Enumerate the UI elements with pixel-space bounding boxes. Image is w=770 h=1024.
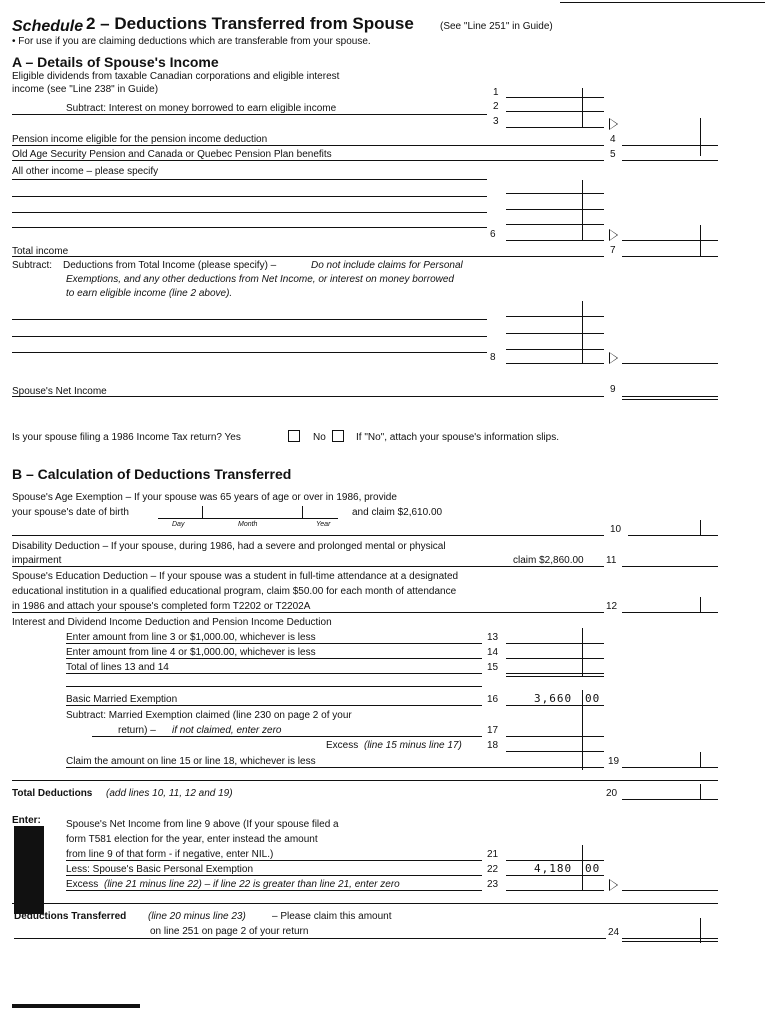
line13-field[interactable] (506, 643, 604, 644)
deduction-row-3[interactable] (12, 352, 487, 353)
birth-date-divider-2 (302, 506, 303, 518)
top-rule (560, 2, 765, 3)
section-b-title: B – Calculation of Deductions Transferred (12, 466, 292, 482)
cents-divider-b24 (700, 918, 701, 943)
line19-text: Claim the amount on line 15 or line 18, whichever is less (66, 756, 316, 767)
line-number-15: 15 (487, 662, 499, 673)
deduction-row-1[interactable] (12, 319, 487, 320)
line-number-20: 20 (606, 788, 618, 799)
line-number-18: 18 (487, 740, 499, 751)
line-number-17: 17 (487, 725, 499, 736)
line24-text-d: on line 251 on page 2 of your return (150, 926, 309, 937)
line16-top-rule (66, 686, 482, 687)
filing-yes-checkbox[interactable] (288, 430, 300, 442)
cents-divider-a4 (700, 225, 701, 257)
line16-field[interactable] (506, 705, 604, 706)
total-deductions-top-rule (12, 780, 718, 781)
line-number-13: 13 (487, 632, 499, 643)
guide-ref: (See "Line 251" in Guide) (440, 21, 553, 32)
final-top-rule (12, 903, 718, 904)
line20-text-a: Total Deductions (12, 788, 93, 799)
line6-text: All other income – please specify (12, 166, 159, 177)
line23-text-b: (line 21 minus line 22) – if line 22 is greater than line 21, enter zero (104, 879, 400, 890)
line-number-23: 23 (487, 879, 499, 890)
other-income-amt-3[interactable] (506, 224, 604, 225)
redaction-block (14, 826, 44, 914)
line16-amount: 3,660 (534, 692, 573, 705)
line-number-21: 21 (487, 849, 499, 860)
age-text-1: Spouse's Age Exemption – If your spouse was 65 years of age or over in 1986, provide (12, 492, 397, 503)
line-number-19: 19 (608, 756, 620, 767)
footer-bar (12, 1004, 140, 1008)
line7-text: Total income (12, 246, 69, 257)
line24-text-b: (line 20 minus line 23) (148, 911, 246, 922)
filing-no-label: No (313, 432, 326, 443)
line24-field-double (622, 941, 718, 942)
line23-text-a: Excess (66, 879, 99, 890)
line17-text-c: if not claimed, enter zero (172, 725, 282, 736)
line23-field[interactable] (506, 890, 604, 891)
line-number-3: 3 (493, 116, 499, 127)
arrow-8-inner (610, 353, 617, 363)
line-number-16: 16 (487, 694, 499, 705)
line5-field[interactable] (622, 160, 718, 161)
line15-text: Total of lines 13 and 14 (66, 662, 169, 673)
subtract-text-1b: Do not include claims for Personal (311, 260, 463, 271)
line4-rule (12, 145, 604, 146)
line24-text-c: – Please claim this amount (272, 911, 392, 922)
year-label: Year (316, 521, 331, 528)
line16-cents: 00 (585, 692, 601, 705)
line8-total-field[interactable] (622, 363, 718, 364)
line23-rule (66, 890, 482, 891)
line-number-22: 22 (487, 864, 499, 875)
line15-field[interactable] (506, 673, 604, 674)
disability-text-2: impairment (12, 555, 62, 566)
filing-note: If "No", attach your spouse's information slips. (356, 432, 559, 443)
line-number-4: 4 (610, 134, 616, 145)
line16-text: Basic Married Exemption (66, 694, 178, 705)
cents-divider-a5 (582, 301, 583, 364)
line-number-2: 2 (493, 101, 499, 112)
line11-rule (12, 566, 604, 567)
arrow-3-inner (610, 119, 617, 129)
usage-note: • For use if you are claiming deductions which are transferable from your spouse. (12, 36, 371, 47)
line1-text-b: income (see "Line 238" in Guide) (12, 84, 159, 95)
line4-text: Pension income eligible for the pension income deduction (12, 134, 268, 145)
line13-rule (66, 643, 482, 644)
line17-field[interactable] (506, 736, 604, 737)
deduction-amt-2[interactable] (506, 333, 604, 334)
line15-rule (66, 673, 482, 674)
line22-text: Less: Spouse's Basic Personal Exemption (66, 864, 254, 875)
line23-total-field[interactable] (622, 890, 718, 891)
line1-field[interactable] (506, 97, 604, 98)
cents-divider-b21 (582, 845, 583, 891)
line3-field[interactable] (506, 127, 604, 128)
line14-text: Enter amount from line 4 or $1,000.00, whichever is less (66, 647, 316, 658)
interest-heading: Interest and Dividend Income Deduction and Pension Income Deduction (12, 617, 332, 628)
line7-rule (12, 256, 604, 257)
line6-rule-0 (12, 179, 487, 180)
line-number-1: 1 (493, 87, 499, 98)
line24-text-a: Deductions Transferred (14, 911, 127, 922)
line-number-7: 7 (610, 245, 616, 256)
line-number-14: 14 (487, 647, 499, 658)
deduction-amt-3[interactable] (506, 349, 604, 350)
line9-rule (12, 396, 604, 397)
section-a-title: A – Details of Spouse's Income (12, 54, 219, 70)
disability-text-1: Disability Deduction – If your spouse, during 1986, had a severe and prolonged mental or physical (12, 541, 446, 552)
line2-text: Subtract: Interest on money borrowed to earn eligible income (66, 103, 337, 114)
line21-text-a: Spouse's Net Income from line 9 above (If your spouse filed a (66, 819, 339, 830)
cents-divider-b16 (582, 690, 583, 770)
line19-field[interactable] (622, 767, 718, 768)
line8-field[interactable] (506, 363, 604, 364)
cents-divider-b19 (700, 752, 701, 767)
line-number-10: 10 (610, 524, 622, 535)
deduction-row-2[interactable] (12, 336, 487, 337)
deduction-amt-1[interactable] (506, 316, 604, 317)
filing-question: Is your spouse filing a 1986 Income Tax return? Yes (12, 432, 241, 443)
arrow-6-inner (610, 230, 617, 240)
schedule-title: 2 – Deductions Transferred from Spouse (86, 14, 414, 33)
line21-field[interactable] (506, 860, 604, 861)
line24-rule (14, 938, 606, 939)
line5-text: Old Age Security Pension and Canada or Quebec Pension Plan benefits (12, 149, 332, 160)
line19-rule (66, 767, 604, 768)
line7-field[interactable] (622, 256, 718, 257)
line-number-5: 5 (610, 149, 616, 160)
other-income-amt-1[interactable] (506, 193, 604, 194)
line6-field[interactable] (506, 240, 604, 241)
line-number-9: 9 (610, 384, 616, 395)
line-number-8: 8 (490, 352, 496, 363)
subtract-text-3: to earn eligible income (line 2 above). (66, 288, 233, 299)
line18-text-a: Excess (326, 740, 359, 751)
line20-field[interactable] (622, 799, 718, 800)
birth-date-divider-1 (202, 506, 203, 518)
filing-no-checkbox[interactable] (332, 430, 344, 442)
line10-field[interactable] (628, 535, 718, 536)
line21-rule (66, 860, 482, 861)
education-text-1: Spouse's Education Deduction – If your spouse was a student in full-time attendance at a designated (12, 571, 459, 582)
cents-divider-a3 (582, 180, 583, 241)
birth-date-field[interactable] (158, 518, 338, 519)
line1-text-a: Eligible dividends from taxable Canadian corporations and eligible interest (12, 71, 340, 82)
line18-field[interactable] (506, 751, 604, 752)
line20-text-b: (add lines 10, 11, 12 and 19) (106, 788, 233, 799)
line22-field[interactable] (506, 875, 604, 876)
line9-field[interactable] (622, 396, 718, 397)
enter-label: Enter: (12, 815, 41, 826)
line21-text-b: form T581 election for the year, enter instead the amount (66, 834, 318, 845)
subtract-text-1: Deductions from Total Income (please specify) – (63, 260, 277, 271)
line-number-6: 6 (490, 229, 496, 240)
line-number-11: 11 (606, 555, 617, 566)
line24-field[interactable] (622, 938, 718, 939)
line18-text-b: (line 15 minus line 17) (364, 740, 462, 751)
cents-divider-b13 (582, 628, 583, 677)
line22-rule (66, 875, 482, 876)
schedule-prefix: Schedule (12, 18, 84, 35)
line14-rule (66, 658, 482, 659)
line17-rule (92, 736, 482, 737)
arrow-23-inner (610, 880, 617, 890)
line13-text: Enter amount from line 3 or $1,000.00, whichever is less (66, 632, 316, 643)
subtract-label: Subtract: (12, 260, 53, 271)
line11-field[interactable] (622, 566, 718, 567)
line22-amount: 4,180 (534, 862, 573, 875)
line17-text-a: Subtract: Married Exemption claimed (line 230 on page 2 of your (66, 710, 352, 721)
other-income-amt-2[interactable] (506, 209, 604, 210)
line21-text-c: from line 9 of that form - if negative, enter NIL.) (66, 849, 274, 860)
line6-total-field[interactable] (622, 240, 718, 241)
line17-text-b: return) – (118, 725, 156, 736)
line9-field-double (622, 399, 718, 400)
line2-rule (12, 114, 487, 115)
other-income-row-3[interactable] (12, 227, 487, 228)
line-number-12: 12 (606, 601, 618, 612)
age-claim: and claim $2,610.00 (352, 507, 443, 518)
line15-field-double (506, 676, 604, 677)
day-label: Day (172, 521, 185, 528)
month-label: Month (238, 521, 258, 528)
cents-divider-a2 (700, 118, 701, 156)
age-text-2: your spouse's date of birth (12, 507, 129, 518)
cents-divider-b20 (700, 784, 701, 799)
cents-divider-a1 (582, 88, 583, 128)
other-income-row-1[interactable] (12, 196, 487, 197)
line-number-24: 24 (608, 927, 620, 938)
line10-rule (12, 535, 604, 536)
line4-field[interactable] (622, 145, 718, 146)
line22-cents: 00 (585, 862, 601, 875)
line9-text: Spouse's Net Income (12, 386, 107, 397)
disability-claim: claim $2,860.00 (513, 555, 584, 566)
line12-field[interactable] (622, 612, 718, 613)
other-income-row-2[interactable] (12, 212, 487, 213)
cents-divider-b10 (700, 520, 701, 535)
subtract-text-2: Exemptions, and any other deductions from Net Income, or interest on money borrowed (66, 274, 454, 285)
line16-rule (66, 705, 482, 706)
line12-rule (12, 612, 604, 613)
line14-field[interactable] (506, 658, 604, 659)
education-text-3: in 1986 and attach your spouse's completed form T2202 or T2202A (12, 601, 311, 612)
line5-rule (12, 160, 604, 161)
line2-field[interactable] (506, 111, 604, 112)
cents-divider-b12 (700, 597, 701, 612)
education-text-2: educational institution in a qualified educational program, claim $50.00 for each month of attendance (12, 586, 457, 597)
